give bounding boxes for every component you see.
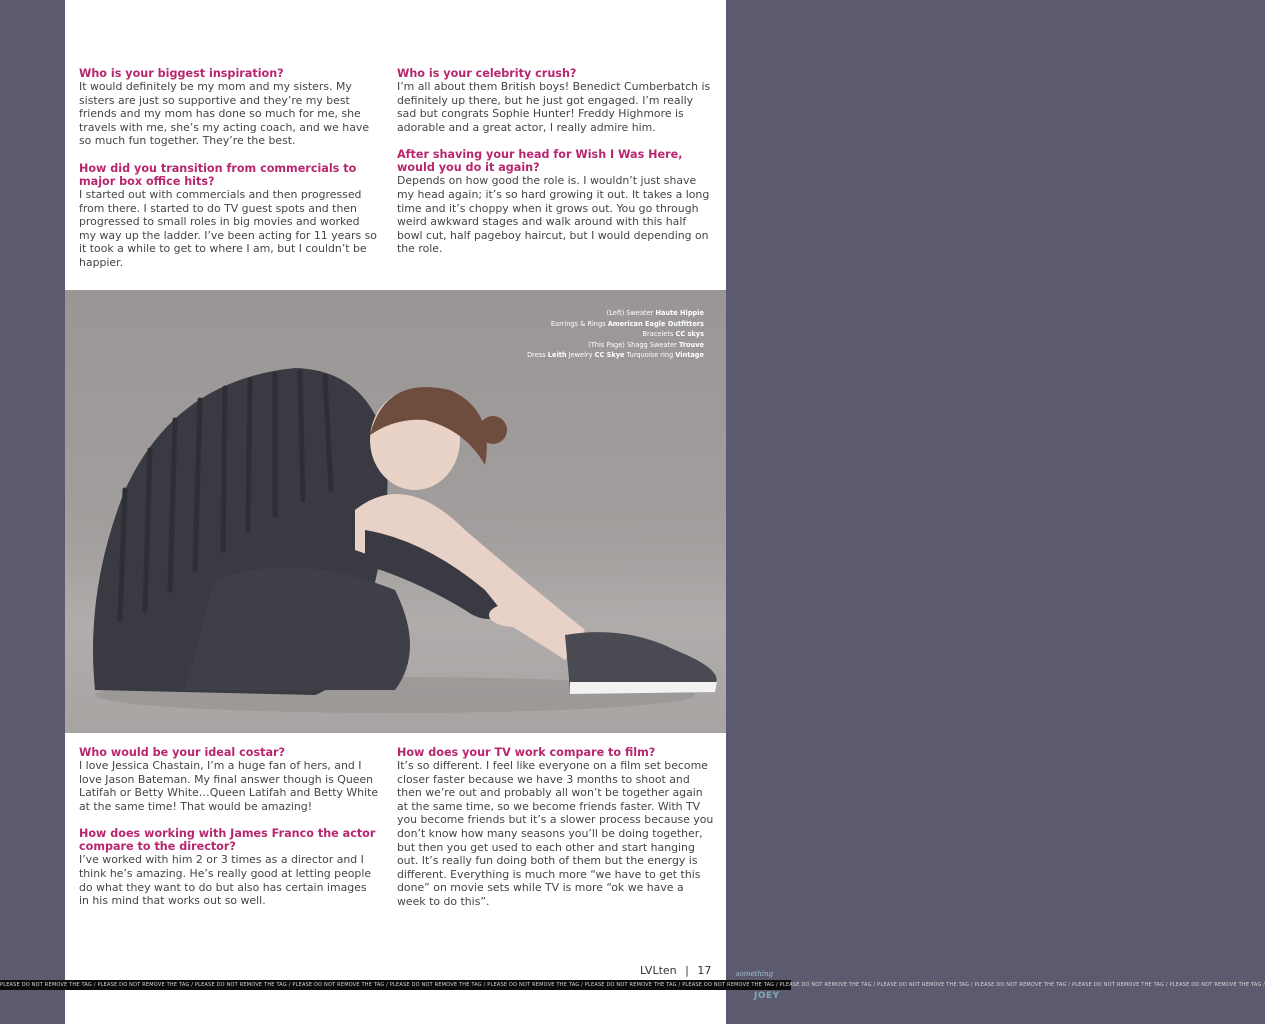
- question: After shaving your head for Wish I Was Here, would you do it again?: [397, 148, 683, 175]
- right-top-column: [397, 67, 715, 270]
- script-signature: something: [736, 970, 774, 978]
- answer: I started out with commercials and then progressed from there. I started to do TV guest spots and then progressed to small roles in big movies and worked my way up the ladder. I’ve been acting for 11 years so it took a while to get to where I am, but I couldn’t be happier.: [79, 187, 377, 269]
- right-bottom-column: [397, 746, 715, 923]
- credit-line: (Left) Sweater Haute Hippie: [606, 309, 704, 317]
- page-number: 17: [697, 964, 712, 977]
- question: How does your TV work compare to film?: [397, 746, 656, 759]
- question: Who would be your ideal costar?: [79, 746, 286, 759]
- credit-line: Earrings & Rings American Eagle Outfitters: [550, 319, 704, 328]
- credit-line: (This Page) Shagg Sweater Trouve: [588, 340, 704, 349]
- footer-separator: |: [685, 964, 689, 977]
- credit-line: Bracelets CC skys: [642, 330, 704, 339]
- answer: I love Jessica Chastain, I’m a huge fan of hers, and I love Jason Bateman. My final answer though is Queen Latifah or Betty White…Queen Latifah and Betty White at the same time! That would be amazing!: [79, 759, 379, 813]
- magazine-brand: LVLten: [640, 964, 677, 977]
- page-footer: [640, 964, 711, 977]
- question: Who is your celebrity crush?: [397, 67, 577, 80]
- answer: I’m all about them British boys! Benedict Cumberbatch is definitely up there, but he just got engaged. I’m really sad but congrats Sophie Hunter! Freddy Highmore is adorable and a great actor, I really admire him.: [397, 80, 711, 134]
- answer: I’ve worked with him 2 or 3 times as a director and I think he’s amazing. He’s really good at letting people do what they want to do but also has certain images in his mind that works out so well.: [79, 853, 372, 908]
- answer: Depends on how good the role is. I wouldn’t just shave my head again; it’s so hard growing it out. It takes a long time and it’s choppy when it grows out. You go through weird awkward stages and walk around with this half bowl cut, half pageboy haircut, but I would depending on the role.: [397, 174, 710, 256]
- question: How did you transition from commercials to major box office hits?: [79, 161, 357, 188]
- credit-line: Dress Leith Jewelry CC Skye Turquoise ring Vintage: [527, 351, 704, 360]
- tag-strip: PLEASE DO NOT REMOVE THE TAG / PLEASE DO NOT REMOVE THE TAG / PLEASE DO NOT REMOVE THE TAG / PLEASE DO NOT REMOVE THE TAG / PLEASE DO NOT REMOVE THE TAG / PLEASE DO NOT REMOVE THE TAG / PLEASE DO NOT REMOVE THE TAG / PLEASE DO NOT REMOVE THE TAG / PLEASE DO NOT REMOVE THE TAG / PLEASE DO NOT REMOVE THE TAG / PLEASE DO NOT REMOVE THE TAG / PLEASE DO NOT REMOVE THE TAG / PLEASE DO NOT REMOVE THE TAG /: [0, 982, 1265, 988]
- answer: It’s so different. I feel like everyone on a film set become closer faster because we have 3 months to shoot and then we’re out and probably all won’t be together again at the same time, so we become friends faster. With TV you become friends but it’s a slower process because you don’t know how many seasons you’ll be doing together, but then you get used to each other and start hanging out. It’s really fun doing both of them but the energy is different. Everything is much more “we have to get this done” on movie sets while TV is more “ok we have a week to do this”.: [397, 759, 714, 908]
- answer: It would definitely be my mom and my sisters. My sisters are just so supportive and they’re my best friends and my mom has done so much for me, she travels with me, she’s my acting coach, and we have so much fun together. They’re the best.: [79, 80, 370, 148]
- left-bottom-column: [79, 746, 379, 922]
- left-top-column: [79, 67, 379, 284]
- question: How does working with James Franco the actor compare to the director?: [79, 827, 376, 854]
- portrait-photo: [65, 290, 726, 733]
- question: Who is your biggest inspiration?: [79, 67, 284, 80]
- subject-name: JOEY: [754, 991, 780, 1001]
- fashion-credits: [527, 308, 704, 361]
